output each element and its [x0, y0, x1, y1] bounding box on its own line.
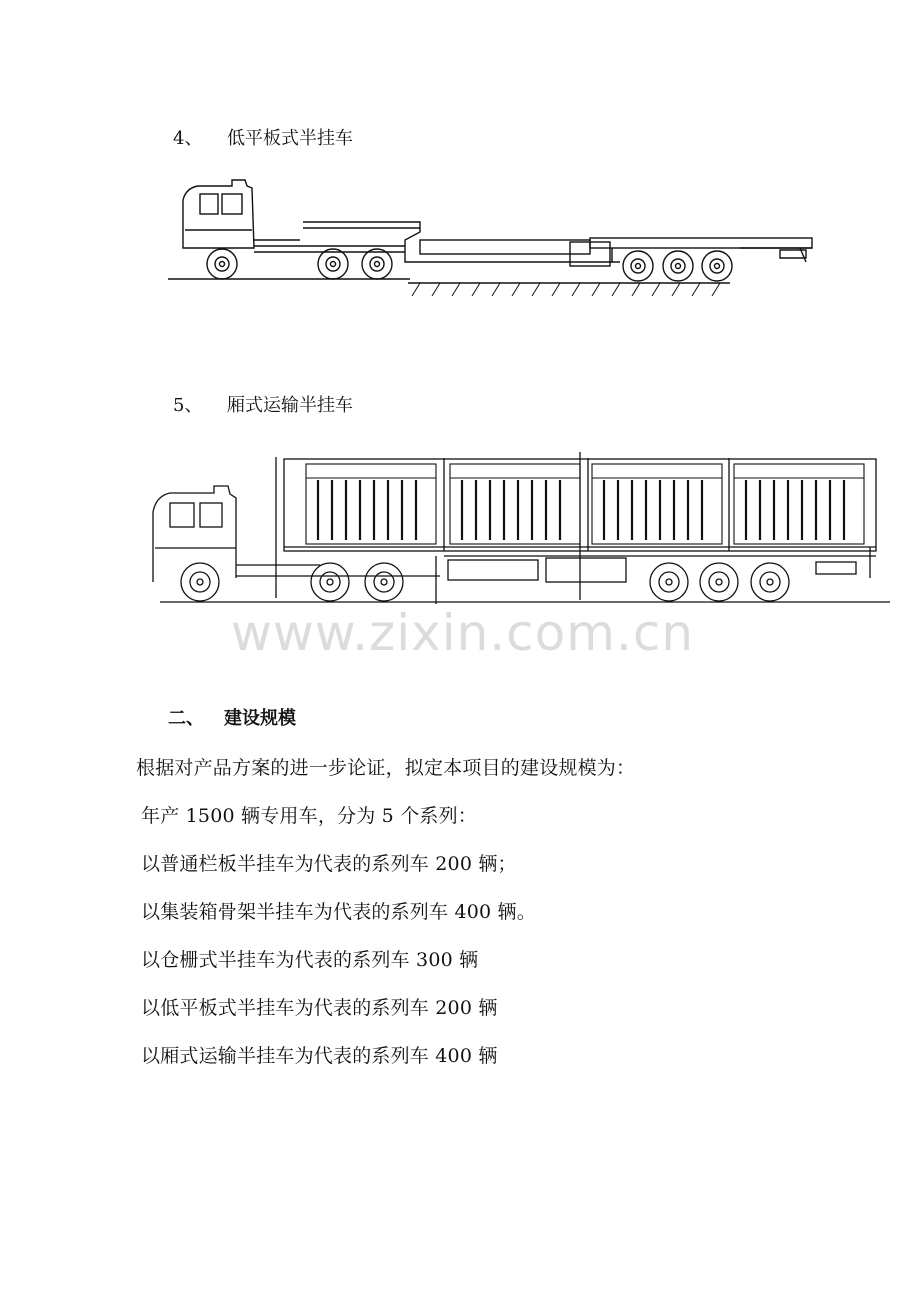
section-number: 二、 — [168, 708, 204, 729]
scale-line-6: 以厢式运输半挂车为代表的系列车 400 辆 — [141, 1045, 498, 1067]
section-intro: 根据对产品方案的进一步论证，拟定本项目的建设规模为： — [136, 757, 636, 779]
watermark: www.zixin.com.cn — [231, 604, 695, 662]
figure-5-number: 5、 — [173, 395, 203, 416]
figure-4-number: 4、 — [173, 128, 203, 149]
box-semitrailer-drawing — [0, 0, 920, 620]
scale-line-5: 以低平板式半挂车为代表的系列车 200 辆 — [141, 997, 498, 1019]
scale-line-4: 以仓栅式半挂车为代表的系列车 300 辆 — [141, 949, 479, 971]
figure-5-title: 厢式运输半挂车 — [227, 395, 353, 416]
section-title: 建设规模 — [224, 708, 296, 729]
scale-line-1: 年产 1500 辆专用车，分为 5 个系列： — [141, 805, 478, 827]
scale-line-2: 以普通栏板半挂车为代表的系列车 200 辆； — [141, 853, 517, 875]
figure-4-title: 低平板式半挂车 — [227, 128, 353, 149]
scale-line-3: 以集装箱骨架半挂车为代表的系列车 400 辆。 — [141, 901, 536, 923]
section-heading — [168, 704, 296, 730]
